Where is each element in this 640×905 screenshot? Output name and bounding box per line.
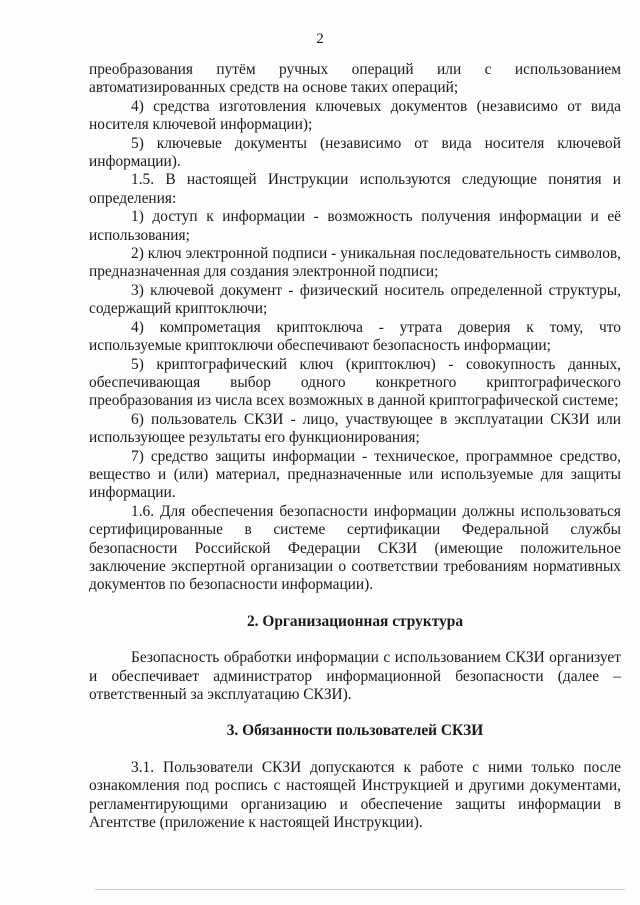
definition-key-document: 3) ключевой документ - физический носитель определенной структуры, содержащий криптоключи;	[89, 281, 621, 318]
definition-compromise: 4) компрометация криптоключа - утрата доверия к тому, что используемые криптоключи обеспечивают безопасность информации;	[89, 318, 621, 355]
definition-protection-tool: 7) средство защиты информации - техническое, программное средство, вещество и (или) материал, предназначенные или используемые для защиты информации.	[89, 447, 621, 502]
definition-signature-key: 2) ключ электронной подписи - уникальная последовательность символов, предназначенная для создания электронной подписи;	[89, 245, 621, 281]
definition-access: 1) доступ к информации - возможность получения информации и её использования;	[89, 208, 621, 244]
spacer	[89, 631, 621, 649]
clause-1-6: 1.6. Для обеспечения безопасности информации должны использоваться сертифицированные в системе сертификации Федеральной службы безопасности Российской Федерации СКЗИ (имеющие положительное заключение экспертной организации о соответствии требованиям нормативных документов по безопасности информации).	[89, 502, 621, 594]
page-number: 2	[316, 31, 324, 47]
definition-crypto-key: 5) криптографический ключ (криптоключ) - совокупность данных, обеспечивающая выбор одного конкретного криптографического преобразования из числа всех возможных в данной криптографической системе;	[89, 355, 621, 410]
spacer	[89, 595, 621, 613]
definition-user: 6) пользователь СКЗИ - лицо, участвующее в эксплуатации СКЗИ или использующее результаты его функционирования;	[89, 410, 621, 447]
spacer	[89, 704, 621, 722]
clause-3-1: 3.1. Пользователи СКЗИ допускаются к работе с ними только после ознакомления под роспись с настоящей Инструкцией и другими документами, регламентирующими организацию и обеспечение защиты информации в Агентстве (приложение к настоящей Инструкции).	[89, 758, 621, 832]
scan-edge-line	[95, 889, 625, 890]
clause-1-5: 1.5. В настоящей Инструкции используются следующие понятия и определения:	[89, 171, 621, 207]
section-3-heading: 3. Обязанности пользователей СКЗИ	[226, 722, 484, 740]
list-item-4-key-tools: 4) средства изготовления ключевых документов (независимо от вида носителя ключевой информации);	[89, 97, 621, 134]
section-2-paragraph: Безопасность обработки информации с использованием СКЗИ организует и обеспечивает администратор информационной безопасности (далее – ответственный за эксплуатацию СКЗИ).	[89, 649, 621, 703]
paragraph-continuation: преобразования путём ручных операций или с использованием автоматизированных средств на основе таких операций;	[89, 61, 621, 97]
list-item-5-key-documents: 5) ключевые документы (независимо от вида носителя ключевой информации).	[89, 134, 621, 171]
document-body	[89, 61, 621, 832]
section-2-heading: 2. Организационная структура	[246, 612, 464, 630]
spacer	[89, 741, 621, 759]
